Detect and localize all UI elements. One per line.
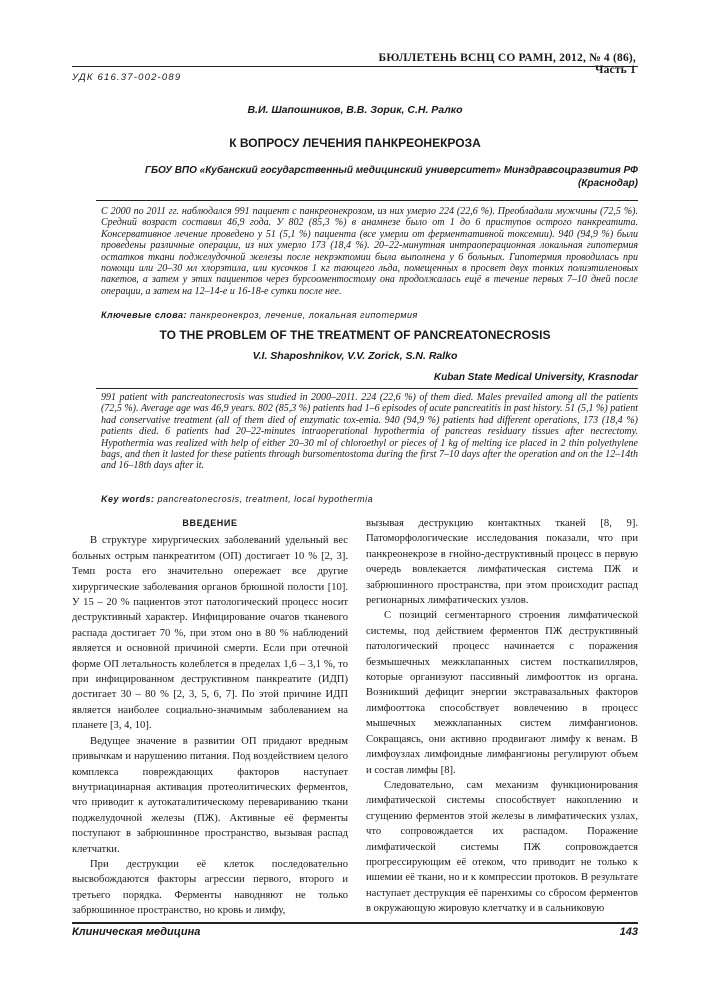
keywords-ru-label: Ключевые слова: [101,310,188,320]
institution-ru [130,164,638,190]
abstract-en: 991 patient with pancreatonecrosis was studied in 2000–2011. 224 (22,6 %) of them died. Males prevailed among all the patients (72,5 %). Average age was 46,9 years. 802 (85,3 %) patients had 1–6 episodes of acute pancreatitis in past history. 51 (5,1 %) patient had conservative treatment (all of them died of enzymatic tox-emia. 940 (94,9 %) patients had different operations, 173 (18,4 %) patients died. 6 patients had 20–22-minutes intraoperational hypothermia of pancreas residuary tissues after necrectomy. Hypothermia was realized with help of either 20–30 ml of chloroethyl or pieces of 1 kg of melting ice placed in 2 thin polyethylene bags, and then it lasted for these patients through bursomentostoma during the first 7–10 days after the operation and on the 12–14th and 16–18th days after it. [101,392,638,472]
body-paragraph: вызывая деструкцию контактных тканей [8, 9]. Патоморфологические исследования показали, что при панкреонекрозе в гнойно-деструктивный процесс в первую очередь вовлекается лимфатическая система ПЖ и забрюшинного пространства, при этом происходит распад регионарных лимфатических узлов. [366,518,638,607]
authors-en: V.I. Shaposhnikov, V.V. Zorick, S.N. Ralko [252,350,458,362]
body-paragraph: Ведущее значение в развитии ОП придают вредным привычкам и нарушению питания. Под воздействием целого комплекса повреждающих факторов наступает внутриацинарная активация протеолитических ферментов, что приводит к аутокаталитическому перевариванию ткани поджелудочной железы (ПЖ). Активные её ферменты поступают в забрюшинное пространство, вызывая распад клетчатки. [72,735,348,855]
body-paragraph: В структуре хирургических заболеваний удельный вес больных острым панкреатитом (ОП) достигает 10 % [2, 3]. Темп роста его значительно опережает все другие хирургические заболевания органов брюшной полости [10]. У 15 – 20 % пациентов этот патологический процесс носит деструктивный характер. Инфицирование очагов тканевого распада достигает 70 %, при этом оно в 80 % наблюдений является и основной причиной смерти. Если при отечной форме ОП летальность колеблется в пределах 1,6 – 3,1 %, то при инфицированном деструктивном панкреатите (ИДП) достигает 30 – 80 % [2, 3, 5, 6, 7]. По этой причине ИДП является наиболее социально-значимым заболеванием на планете [3, 4, 10]. [72,535,348,732]
page-number: 143 [619,926,638,938]
keywords-en-text: pancreatonecrosis, treatment, local hypothermia [157,494,374,504]
footer-rule [72,922,638,924]
header-rule [72,66,638,67]
keywords-ru-text: панкреонекроз, лечение, локальная гипотермия [190,310,418,320]
institution-en: Kuban State Medical University, Krasnodar [433,372,638,383]
body-paragraph: При деструкции её клеток последовательно высвобождаются факторы агрессии первого, второго и третьего порядка. Ферменты наводняют не только забрюшинное пространство, но кровь и лимфу, [72,858,348,917]
article-title-ru: К ВОПРОСУ ЛЕЧЕНИЯ ПАНКРЕОНЕКРОЗА [229,136,481,150]
keywords-en [101,494,638,504]
abstract-ru: С 2000 по 2011 гг. наблюдался 991 пациент с панкреонекрозом, из них умерло 224 (22,6 %). Преобладали мужчины (72,5 %). Средний возраст составил 46,9 года. У 802 (85,3 %) в анамнезе было от 1 до 6 приступов острого панкреатита. Консервативное лечение проведено у 51 (5,1 %) пациента (все умерли от ферментативной токсемии). 940 (94,9 %) были проведены различные операции, из них умерло 173 (18,4 %). 20–22-минутная интраоперационная локальная гипотермия остатков ткани поджелудочной железы после некрэктомии была выполнена у 6 больных. Гипотермия проводилась при помощи или 20–30 мл хлорэтила, или кусочков 1 кг тающего льда, помещенных в просвет двух тонких полиэтиленовых пакетов, а затем у этих пациентов через бурсооментостому она продолжалась ещё в течение первых 7–10 дней после операции, а затем на 12–14-е и 16-18-е сутки после нее. [101,206,638,297]
journal-section-footer: Клиническая медицина [72,926,201,938]
abstract-en-top-rule [96,388,638,389]
institution-ru-line2: (Краснодар) [577,178,638,189]
abstract-ru-top-rule [96,200,638,201]
body-left-column [72,516,348,919]
article-title-en: TO THE PROBLEM OF THE TREATMENT OF PANCREATONECROSIS [159,328,551,342]
keywords-en-label: Key words: [101,494,155,504]
journal-header: БЮЛЛЕТЕНЬ ВСНЦ СО РАМН, 2012, № 4 (86), Часть 1 [378,52,636,76]
keywords-ru [101,310,638,320]
udk-code: УДК 616.37-002-089 [72,72,182,83]
section-title-introduction: ВВЕДЕНИЕ [182,518,238,528]
body-paragraph: Следовательно, сам механизм функционирования лимфатической системы способствует накоплению и сгущению ферментов этой железы в лимфатических узлах, что сопровождается их распадом. Поражение лимфатической системы ПЖ сопровождается прогрессирующим её отеком, что приводит не только к ишемии её ткани, но и к компрессии протоков. В результате наступает деструкция её паренхимы со сбросом ферментов в окружающую жировую клетчатку и в сальниковую [366,779,638,915]
institution-ru-line1: ГБОУ ВПО «Кубанский государственный медицинский университет» Минздравсоцразвития РФ [144,165,638,176]
authors-ru: В.И. Шапошников, В.В. Зорик, С.Н. Ралко [247,104,463,116]
body-right-column [366,516,638,917]
body-paragraph: С позиций сегментарного строения лимфатической системы, под действием ферментов ПЖ деструктивный патологический процесс начинается с поражения безмышечных межклапанных систем посткапилляров, которые организуют пассивный лимфоотток из органа. Возникший дефицит энергии экстравазальных факторов лимфооттока способствует вовлечению в процесс мышечных межклапанных систем лимфангионов. Сокращаясь, они активно продвигают лимфу к венам. В лимфоузлах лимфоидные лимфангионы регулируют объем и состав лимфы [8]. [366,610,638,776]
